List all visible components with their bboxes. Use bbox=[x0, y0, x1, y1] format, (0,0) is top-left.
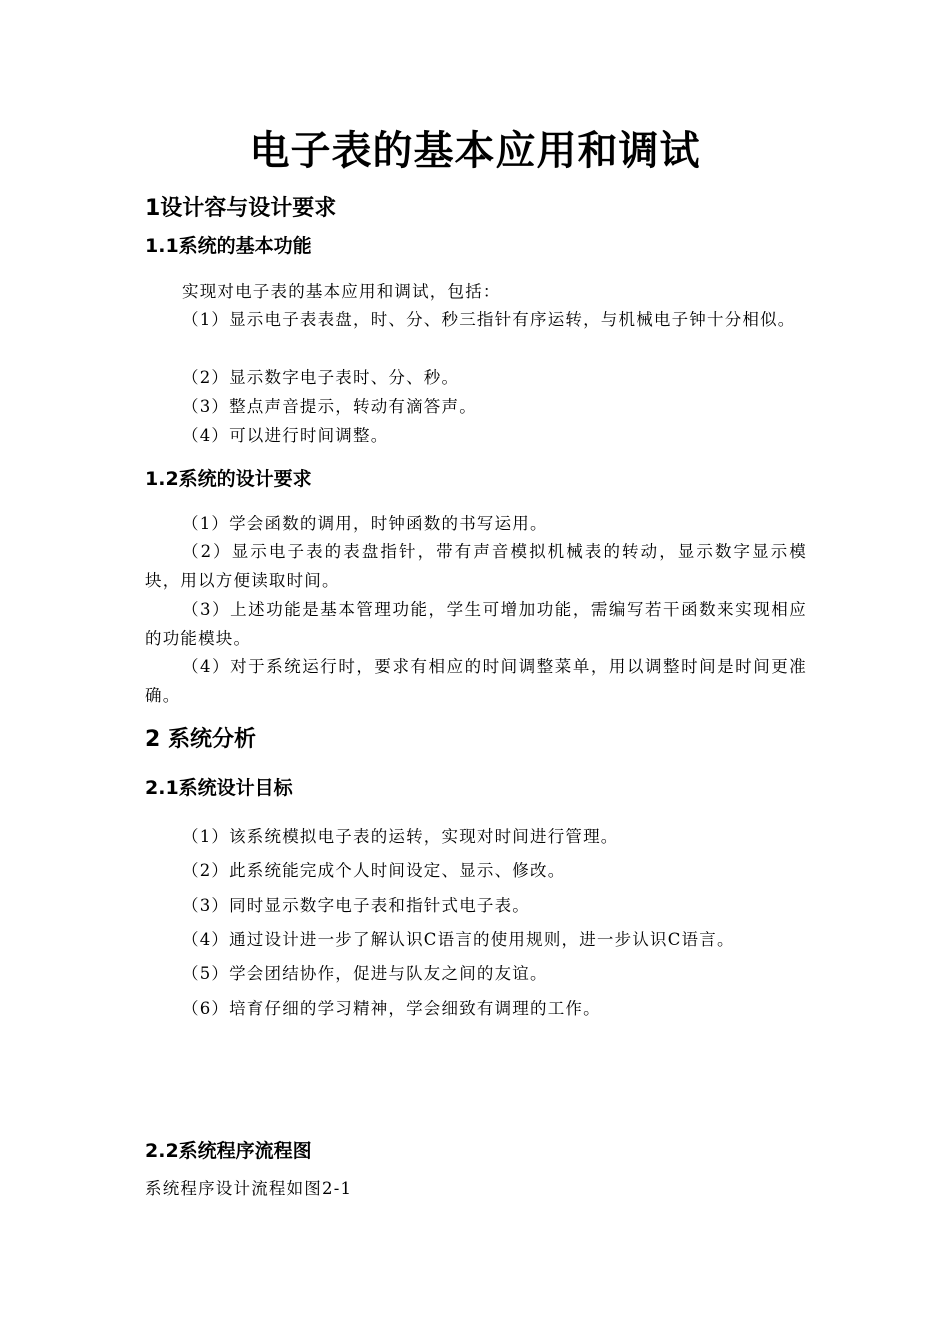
section-2-heading: 2 系统分析 bbox=[145, 727, 256, 752]
section-2-1-heading: 2.1系统设计目标 bbox=[145, 777, 293, 799]
section-2-1-item-6: （6）培育仔细的学习精神，学会细致有调理的工作。 bbox=[182, 999, 601, 1018]
section-1-2-item-4: （4）对于系统运行时，要求有相应的时间调整菜单，用以调整时间是时间更准确。 bbox=[145, 657, 807, 705]
section-2-2-heading: 2.2系统程序流程图 bbox=[145, 1140, 312, 1162]
section-1-1-heading: 1.1系统的基本功能 bbox=[145, 235, 312, 257]
section-1-1-intro: 实现对电子表的基本应用和调试，包括： bbox=[182, 282, 501, 301]
section-2-1-item-1: （1）该系统模拟电子表的运转，实现对时间进行管理。 bbox=[182, 827, 619, 846]
section-1-2-item-3: （3）上述功能是基本管理功能，学生可增加功能，需编写若干函数来实现相应的功能模块。 bbox=[145, 600, 807, 648]
section-1-2-item-2: （2）显示电子表的表盘指针，带有声音模拟机械表的转动，显示数字显示模块，用以方便读取时间。 bbox=[145, 542, 807, 590]
section-2-1-item-5: （5）学会团结协作，促进与队友之间的友谊。 bbox=[182, 964, 548, 983]
section-1-2-item-1: （1）学会函数的调用，时钟函数的书写运用。 bbox=[182, 514, 548, 533]
section-1-1-item-1: （1）显示电子表表盘，时、分、秒三指针有序运转，与机械电子钟十分相似。 bbox=[182, 310, 796, 329]
section-1-2-heading: 1.2系统的设计要求 bbox=[145, 468, 312, 490]
section-1-1-item-4: （4）可以进行时间调整。 bbox=[182, 426, 389, 445]
section-2-1-item-2: （2）此系统能完成个人时间设定、显示、修改。 bbox=[182, 861, 566, 880]
document-title: 电子表的基本应用和调试 bbox=[249, 128, 701, 174]
section-2-1-item-3: （3）同时显示数字电子表和指针式电子表。 bbox=[182, 896, 530, 915]
section-1-1-item-2: （2）显示数字电子表时、分、秒。 bbox=[182, 368, 460, 387]
section-1-heading: 1设计容与设计要求 bbox=[145, 196, 337, 221]
section-2-2-caption: 系统程序设计流程如图2-1 bbox=[145, 1179, 353, 1198]
section-1-1-item-3: （3）整点声音提示，转动有滴答声。 bbox=[182, 397, 477, 416]
section-2-1-item-4: （4）通过设计进一步了解认识C语言的使用规则，进一步认识C语言。 bbox=[182, 930, 735, 949]
